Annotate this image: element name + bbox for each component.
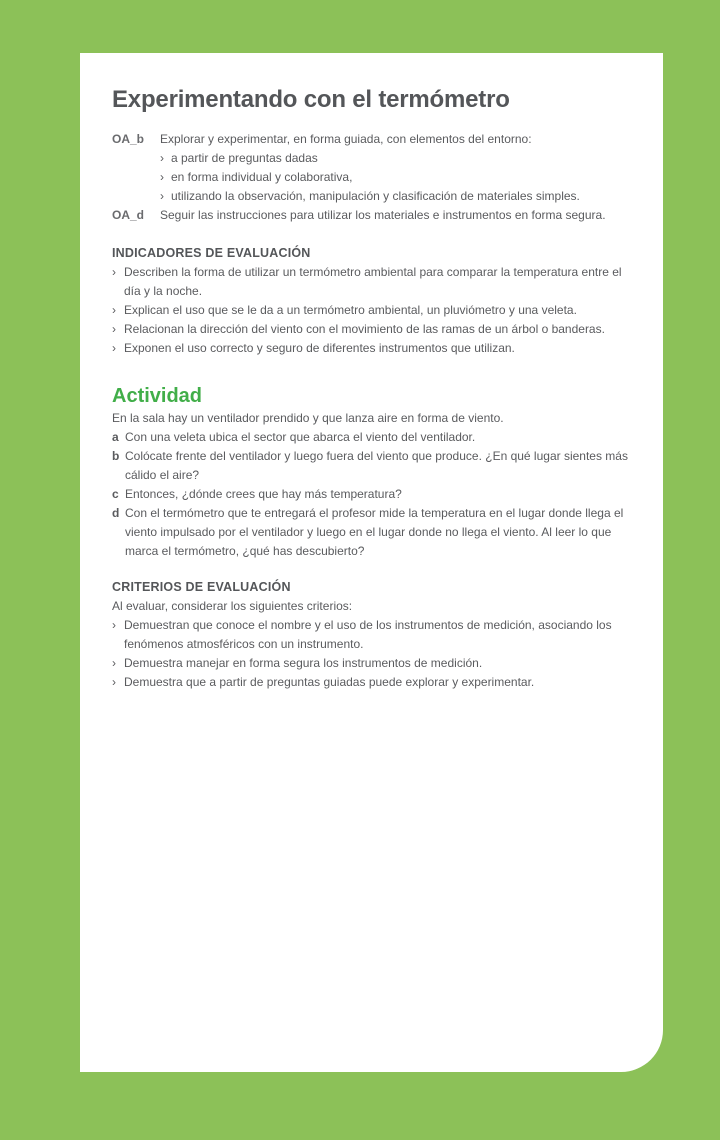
- step-text: Colócate frente del ventilador y luego fuera del viento que produce. ¿En qué lugar sientes más cálido el aire?: [125, 449, 628, 482]
- list-item-text: Demuestran que conoce el nombre y el uso de los instrumentos de medición, asociando los fenómenos atmosféricos con un instrumento.: [124, 618, 612, 651]
- chevron-bullet-icon: ›: [112, 322, 116, 336]
- list-item: [112, 673, 637, 692]
- criterios-section: [112, 578, 637, 692]
- oa-section: [112, 130, 637, 225]
- chevron-bullet-icon: ›: [160, 151, 164, 165]
- step-item: [112, 504, 637, 561]
- step-text: Con el termómetro que te entregará el profesor mide la temperatura en el lugar donde llega el viento impulsado por el ventilador y luego en el lugar donde no llega el viento. Al leer lo que marca el termómetro, ¿qué has descubierto?: [125, 506, 624, 558]
- actividad-intro: En la sala hay un ventilador prendido y que lanza aire en forma de viento.: [112, 411, 504, 425]
- step-item: [112, 485, 637, 504]
- oa-code: OA_d: [112, 208, 145, 222]
- criterios-intro: Al evaluar, considerar los siguientes criterios:: [112, 599, 353, 613]
- list-item-text: Describen la forma de utilizar un termómetro ambiental para comparar la temperatura entre el día y la noche.: [124, 265, 622, 298]
- section-heading-indicadores: INDICADORES DE EVALUACIÓN: [112, 246, 311, 260]
- step-letter: c: [112, 487, 119, 501]
- criterios-list: [112, 616, 637, 692]
- chevron-bullet-icon: ›: [160, 189, 164, 203]
- oa-subitem: [160, 168, 637, 187]
- step-letter: a: [112, 430, 119, 444]
- step-letter: b: [112, 449, 120, 463]
- list-item: [112, 339, 637, 358]
- worksheet-card: [80, 53, 663, 1072]
- chevron-bullet-icon: ›: [112, 618, 116, 632]
- oa-subitem: [160, 149, 637, 168]
- indicadores-section: [112, 244, 637, 358]
- oa-code: OA_b: [112, 132, 145, 146]
- actividad-steps: [112, 428, 637, 561]
- oa-body: [160, 130, 637, 206]
- actividad-section: [112, 385, 637, 561]
- section-heading-actividad: Actividad: [112, 385, 203, 407]
- chevron-bullet-icon: ›: [112, 675, 116, 689]
- chevron-bullet-icon: ›: [112, 265, 116, 279]
- list-item: [112, 263, 637, 301]
- section-heading-criterios: CRITERIOS DE EVALUACIÓN: [112, 580, 291, 594]
- list-item: [112, 654, 637, 673]
- chevron-bullet-icon: ›: [112, 341, 116, 355]
- oa-text: Explorar y experimentar, en forma guiada, con elementos del entorno:: [160, 132, 532, 146]
- oa-text: Seguir las instrucciones para utilizar los materiales e instrumentos en forma segura.: [160, 208, 606, 222]
- oa-subitem-text: utilizando la observación, manipulación y clasificación de materiales simples.: [171, 189, 580, 203]
- chevron-bullet-icon: ›: [160, 170, 164, 184]
- step-text: Entonces, ¿dónde crees que hay más temperatura?: [125, 487, 402, 501]
- oa-subitem: [160, 187, 637, 206]
- list-item-text: Demuestra manejar en forma segura los instrumentos de medición.: [124, 656, 483, 670]
- step-item: [112, 447, 637, 485]
- chevron-bullet-icon: ›: [112, 656, 116, 670]
- list-item: [112, 616, 637, 654]
- list-item-text: Explican el uso que se le da a un termómetro ambiental, un pluviómetro y una veleta.: [124, 303, 577, 317]
- list-item-text: Demuestra que a partir de preguntas guiadas puede explorar y experimentar.: [124, 675, 535, 689]
- step-item: [112, 428, 637, 447]
- oa-item: [112, 206, 637, 225]
- oa-subitem-text: a partir de preguntas dadas: [171, 151, 318, 165]
- list-item: [112, 301, 637, 320]
- list-item-text: Relacionan la dirección del viento con el movimiento de las ramas de un árbol o banderas.: [124, 322, 605, 336]
- oa-subitem-text: en forma individual y colaborativa,: [171, 170, 353, 184]
- step-letter: d: [112, 506, 120, 520]
- list-item-text: Exponen el uso correcto y seguro de diferentes instrumentos que utilizan.: [124, 341, 515, 355]
- list-item: [112, 320, 637, 339]
- chevron-bullet-icon: ›: [112, 303, 116, 317]
- page-title: Experimentando con el termómetro: [112, 86, 510, 113]
- oa-item: [112, 130, 637, 206]
- step-text: Con una veleta ubica el sector que abarca el viento del ventilador.: [125, 430, 476, 444]
- indicadores-list: [112, 263, 637, 358]
